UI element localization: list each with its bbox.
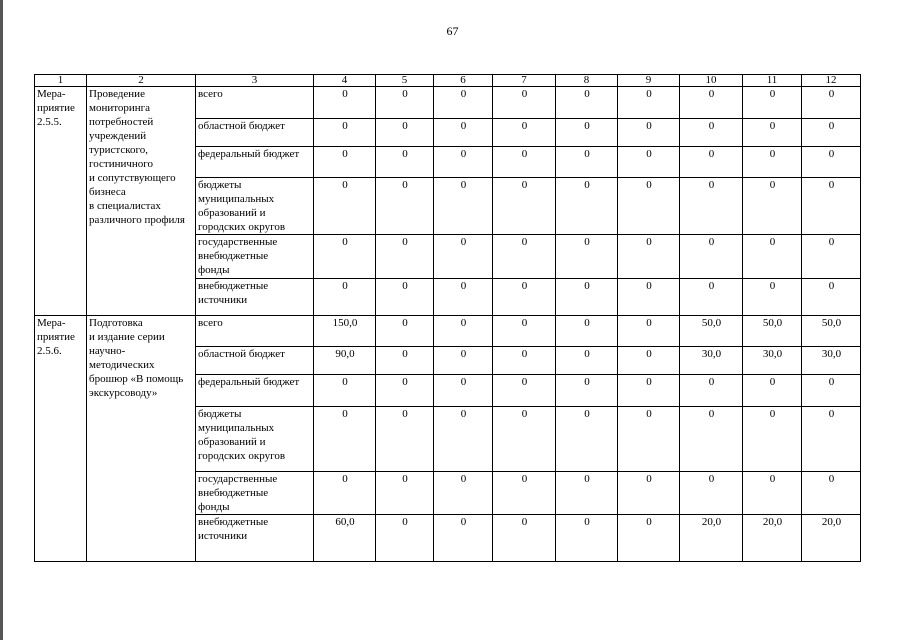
value-cell-text: 0 <box>646 280 652 292</box>
funding-source <box>196 347 314 375</box>
value-cell-text: 0 <box>769 148 776 160</box>
value-cell-text: 0 <box>646 179 652 191</box>
value-cell-text: 20,0 <box>701 516 722 528</box>
funding-source-text: государственные внебюджетные фонды <box>198 236 278 276</box>
value-cell-text: 0 <box>584 376 590 388</box>
value-cell-text: 0 <box>828 88 835 100</box>
value-cell-text: 0 <box>521 348 528 360</box>
value-cell-text: 0 <box>460 148 467 160</box>
value-cell <box>556 235 618 279</box>
value-cell <box>556 87 618 119</box>
value-cell-text: 0 <box>402 88 408 100</box>
value-cell-text: 30,0 <box>701 348 722 360</box>
value-cell-text: 0 <box>402 317 408 329</box>
value-cell-text: 0 <box>708 236 715 248</box>
funding-source-text: бюджеты муниципальных образований и городских округов <box>198 179 286 233</box>
value-cell-text: 0 <box>646 236 652 248</box>
value-cell <box>434 472 493 515</box>
value-cell <box>743 87 802 119</box>
value-cell-text: 0 <box>521 179 528 191</box>
value-cell <box>618 279 680 316</box>
value-cell <box>376 375 434 407</box>
value-cell-text: 0 <box>521 376 528 388</box>
measure-title <box>87 87 196 316</box>
value-cell <box>618 407 680 472</box>
funding-source <box>196 316 314 347</box>
funding-source-text: государственные внебюджетные фонды <box>198 473 278 513</box>
column-number <box>434 75 493 87</box>
value-cell <box>434 87 493 119</box>
value-cell <box>314 279 376 316</box>
value-cell-text: 0 <box>342 236 348 248</box>
value-cell-text: 0 <box>646 88 652 100</box>
value-cell <box>493 279 556 316</box>
value-cell <box>376 347 434 375</box>
value-cell-text: 0 <box>584 88 590 100</box>
value-cell-text: 0 <box>646 408 652 420</box>
column-number-text: 6 <box>460 74 466 86</box>
measure-title-text: Подготовка и издание серии научно- методических брошюр «В помощь экскурсоводу» <box>89 317 184 399</box>
value-cell-text: 0 <box>769 236 776 248</box>
value-cell <box>556 472 618 515</box>
value-cell-text: 150,0 <box>332 317 358 329</box>
value-cell <box>376 472 434 515</box>
value-cell <box>618 472 680 515</box>
value-cell-text: 0 <box>402 236 408 248</box>
value-cell <box>434 279 493 316</box>
funding-source-text: всего <box>198 317 223 329</box>
funding-source-text: федеральный бюджет <box>198 376 300 388</box>
value-cell <box>743 235 802 279</box>
value-cell <box>314 316 376 347</box>
column-number <box>743 75 802 87</box>
value-cell-text: 0 <box>460 120 467 132</box>
value-cell <box>680 472 743 515</box>
value-cell-text: 0 <box>828 148 835 160</box>
value-cell <box>434 235 493 279</box>
funding-source-text: федеральный бюджет <box>198 148 300 160</box>
column-number-text: 12 <box>825 74 837 86</box>
value-cell <box>618 515 680 562</box>
page-number: 67 <box>446 24 459 38</box>
value-cell-text: 0 <box>828 280 835 292</box>
value-cell-text: 0 <box>828 236 835 248</box>
value-cell-text: 0 <box>708 148 715 160</box>
value-cell <box>743 375 802 407</box>
value-cell <box>743 279 802 316</box>
funding-source-text: внебюджетные источники <box>198 516 269 542</box>
value-cell-text: 0 <box>402 516 408 528</box>
funding-source <box>196 472 314 515</box>
measure-code <box>35 87 87 316</box>
measure-code-text: Мера- приятие 2.5.5. <box>37 88 75 128</box>
funding-source-text: областной бюджет <box>198 120 285 132</box>
value-cell <box>314 87 376 119</box>
value-cell <box>680 407 743 472</box>
value-cell <box>680 87 743 119</box>
value-cell-text: 0 <box>708 179 715 191</box>
value-cell <box>618 119 680 147</box>
column-number-text: 1 <box>57 74 64 86</box>
value-cell <box>802 407 861 472</box>
value-cell-text: 0 <box>342 179 348 191</box>
value-cell-text: 0 <box>521 408 528 420</box>
value-cell-text: 0 <box>521 236 528 248</box>
column-number <box>618 75 680 87</box>
value-cell-text: 0 <box>646 120 652 132</box>
measure-code-text: Мера- приятие 2.5.6. <box>37 317 75 357</box>
value-cell <box>314 515 376 562</box>
value-cell-text: 0 <box>460 473 467 485</box>
funding-source-text: областной бюджет <box>198 348 285 360</box>
value-cell-text: 50,0 <box>762 317 783 329</box>
column-number-text: 3 <box>251 74 258 86</box>
value-cell-text: 0 <box>584 408 590 420</box>
value-cell <box>680 178 743 235</box>
funding-source <box>196 147 314 178</box>
value-cell-text: 0 <box>342 148 348 160</box>
value-cell <box>493 347 556 375</box>
measure-code <box>35 316 87 562</box>
value-cell-text: 0 <box>342 473 348 485</box>
column-number <box>87 75 196 87</box>
value-cell <box>556 407 618 472</box>
value-cell-text: 0 <box>828 120 835 132</box>
value-cell <box>802 119 861 147</box>
value-cell <box>376 316 434 347</box>
value-cell-text: 0 <box>646 317 652 329</box>
funding-source <box>196 375 314 407</box>
value-cell <box>556 279 618 316</box>
value-cell-text: 0 <box>460 516 467 528</box>
value-cell <box>802 375 861 407</box>
value-cell <box>376 279 434 316</box>
value-cell <box>743 347 802 375</box>
value-cell <box>743 119 802 147</box>
funding-source <box>196 279 314 316</box>
value-cell-text: 0 <box>521 88 528 100</box>
column-number <box>802 75 861 87</box>
column-number <box>493 75 556 87</box>
value-cell <box>314 147 376 178</box>
value-cell-text: 0 <box>708 408 715 420</box>
funding-source-text: внебюджетные источники <box>198 280 269 306</box>
value-cell-text: 30,0 <box>821 348 842 360</box>
value-cell-text: 0 <box>521 148 528 160</box>
value-cell-text: 0 <box>769 179 776 191</box>
value-cell-text: 90,0 <box>335 348 355 360</box>
value-cell <box>802 87 861 119</box>
value-cell-text: 0 <box>402 408 408 420</box>
value-cell <box>314 347 376 375</box>
value-cell <box>376 515 434 562</box>
value-cell-text: 50,0 <box>701 317 722 329</box>
value-cell <box>434 375 493 407</box>
value-cell <box>314 235 376 279</box>
value-cell <box>314 119 376 147</box>
value-cell-text: 0 <box>460 376 467 388</box>
value-cell <box>493 472 556 515</box>
table-row <box>35 316 861 347</box>
value-cell-text: 0 <box>460 88 467 100</box>
value-cell <box>556 316 618 347</box>
column-number <box>376 75 434 87</box>
column-number <box>556 75 618 87</box>
value-cell-text: 0 <box>521 280 528 292</box>
funding-source-text: всего <box>198 88 223 100</box>
value-cell <box>802 347 861 375</box>
column-number-text: 9 <box>645 74 652 86</box>
value-cell <box>434 407 493 472</box>
value-cell-text: 0 <box>708 120 715 132</box>
column-number-text: 2 <box>138 74 144 86</box>
value-cell <box>680 235 743 279</box>
value-cell-text: 0 <box>460 280 467 292</box>
value-cell <box>434 119 493 147</box>
value-cell <box>376 147 434 178</box>
value-cell <box>680 375 743 407</box>
measure-title <box>87 316 196 562</box>
value-cell-text: 0 <box>828 179 835 191</box>
value-cell-text: 0 <box>828 408 835 420</box>
value-cell <box>314 407 376 472</box>
scan-edge <box>0 0 3 640</box>
funding-source <box>196 178 314 235</box>
value-cell-text: 0 <box>708 88 715 100</box>
value-cell <box>743 515 802 562</box>
value-cell-text: 0 <box>584 179 590 191</box>
column-number-text: 8 <box>583 74 590 86</box>
value-cell <box>314 375 376 407</box>
value-cell <box>802 316 861 347</box>
funding-source <box>196 235 314 279</box>
value-cell-text: 60,0 <box>335 516 355 528</box>
value-cell-text: 0 <box>769 376 776 388</box>
value-cell <box>802 178 861 235</box>
value-cell-text: 0 <box>708 473 715 485</box>
value-cell-text: 0 <box>708 376 715 388</box>
value-cell <box>556 147 618 178</box>
value-cell-text: 0 <box>342 280 348 292</box>
value-cell <box>618 178 680 235</box>
value-cell <box>493 87 556 119</box>
value-cell-text: 0 <box>460 408 467 420</box>
value-cell <box>493 515 556 562</box>
value-cell-text: 20,0 <box>821 516 842 528</box>
value-cell <box>802 235 861 279</box>
value-cell <box>618 316 680 347</box>
value-cell-text: 0 <box>828 473 835 485</box>
value-cell <box>556 178 618 235</box>
value-cell <box>743 147 802 178</box>
column-number <box>680 75 743 87</box>
value-cell-text: 0 <box>646 516 652 528</box>
value-cell <box>434 347 493 375</box>
value-cell <box>680 147 743 178</box>
value-cell <box>680 515 743 562</box>
value-cell <box>556 347 618 375</box>
value-cell <box>434 316 493 347</box>
value-cell-text: 0 <box>342 88 348 100</box>
value-cell <box>314 472 376 515</box>
column-number-text: 4 <box>341 74 348 86</box>
value-cell <box>556 515 618 562</box>
value-cell-text: 0 <box>402 280 408 292</box>
value-cell-text: 0 <box>402 376 408 388</box>
value-cell <box>802 515 861 562</box>
value-cell <box>376 119 434 147</box>
value-cell <box>680 119 743 147</box>
value-cell-text: 0 <box>584 120 590 132</box>
value-cell-text: 0 <box>769 280 776 292</box>
value-cell-text: 0 <box>521 473 528 485</box>
value-cell <box>618 235 680 279</box>
value-cell-text: 0 <box>521 317 528 329</box>
value-cell <box>802 472 861 515</box>
value-cell-text: 0 <box>769 473 776 485</box>
value-cell-text: 0 <box>402 473 408 485</box>
value-cell-text: 0 <box>460 236 467 248</box>
column-number-text: 7 <box>521 74 527 86</box>
value-cell <box>493 316 556 347</box>
value-cell <box>743 472 802 515</box>
value-cell <box>376 178 434 235</box>
value-cell-text: 0 <box>584 280 590 292</box>
value-cell-text: 0 <box>708 280 715 292</box>
column-number-text: 11 <box>766 74 778 86</box>
value-cell-text: 0 <box>584 473 590 485</box>
value-cell-text: 0 <box>521 516 528 528</box>
value-cell-text: 0 <box>584 148 590 160</box>
value-cell-text: 0 <box>402 179 408 191</box>
value-cell-text: 0 <box>460 348 467 360</box>
value-cell <box>493 235 556 279</box>
value-cell <box>618 87 680 119</box>
value-cell-text: 0 <box>402 120 408 132</box>
value-cell-text: 20,0 <box>762 516 783 528</box>
value-cell-text: 0 <box>584 516 590 528</box>
funding-source-text: бюджеты муниципальных образований и городских округов <box>198 408 286 462</box>
value-cell-text: 0 <box>342 408 348 420</box>
column-number <box>196 75 314 87</box>
value-cell-text: 0 <box>769 88 776 100</box>
value-cell-text: 0 <box>402 348 408 360</box>
table-row <box>35 87 861 119</box>
value-cell-text: 50,0 <box>821 317 842 329</box>
value-cell-text: 0 <box>646 148 652 160</box>
value-cell <box>680 316 743 347</box>
value-cell-text: 0 <box>460 317 467 329</box>
value-cell-text: 0 <box>402 148 408 160</box>
value-cell <box>493 375 556 407</box>
value-cell-text: 0 <box>646 376 652 388</box>
value-cell <box>556 375 618 407</box>
value-cell <box>556 119 618 147</box>
funding-source <box>196 119 314 147</box>
value-cell <box>376 87 434 119</box>
value-cell-text: 0 <box>769 408 776 420</box>
value-cell <box>314 178 376 235</box>
value-cell-text: 0 <box>646 473 652 485</box>
value-cell-text: 0 <box>584 236 590 248</box>
column-number-text: 10 <box>705 74 717 86</box>
budget-table <box>34 74 861 562</box>
value-cell <box>376 407 434 472</box>
value-cell <box>493 119 556 147</box>
value-cell <box>680 279 743 316</box>
measure-title-text: Проведение мониторинга потребностей учреждений туристского, гостиничного и сопутствующего бизнеса в специалистах различного профиля <box>89 88 185 226</box>
value-cell <box>493 178 556 235</box>
value-cell-text: 0 <box>584 317 590 329</box>
value-cell <box>743 316 802 347</box>
column-number <box>314 75 376 87</box>
value-cell <box>680 347 743 375</box>
value-cell-text: 0 <box>521 120 528 132</box>
value-cell-text: 0 <box>769 120 776 132</box>
value-cell <box>618 347 680 375</box>
value-cell <box>434 515 493 562</box>
value-cell-text: 0 <box>460 179 467 191</box>
value-cell-text: 0 <box>584 348 590 360</box>
value-cell <box>618 375 680 407</box>
value-cell <box>618 147 680 178</box>
funding-source <box>196 515 314 562</box>
value-cell <box>376 235 434 279</box>
value-cell <box>493 147 556 178</box>
value-cell <box>434 147 493 178</box>
value-cell <box>434 178 493 235</box>
value-cell-text: 30,0 <box>762 348 783 360</box>
value-cell-text: 0 <box>342 376 348 388</box>
value-cell-text: 0 <box>342 120 348 132</box>
funding-source <box>196 407 314 472</box>
table-body <box>35 75 861 562</box>
column-number-row <box>35 75 861 87</box>
column-number-text: 5 <box>401 74 408 86</box>
value-cell <box>743 407 802 472</box>
value-cell-text: 0 <box>828 376 835 388</box>
value-cell <box>802 279 861 316</box>
value-cell-text: 0 <box>646 348 652 360</box>
value-cell <box>743 178 802 235</box>
funding-source <box>196 87 314 119</box>
value-cell <box>493 407 556 472</box>
column-number <box>35 75 87 87</box>
value-cell <box>802 147 861 178</box>
